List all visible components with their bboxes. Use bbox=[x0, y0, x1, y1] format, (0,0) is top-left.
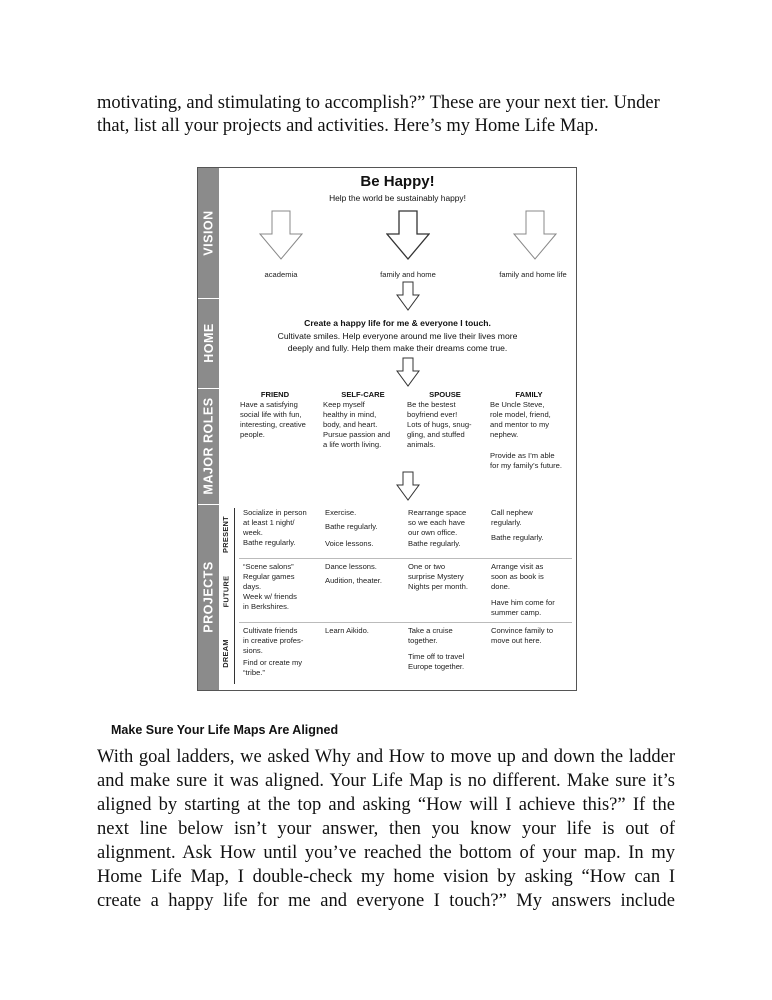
project-text-line: week. bbox=[243, 528, 263, 537]
project-sublabel bbox=[219, 508, 232, 560]
project-text-line: Call nephew bbox=[491, 508, 533, 517]
project-text-line: surprise Mystery bbox=[408, 572, 464, 581]
body-line: Home Life Map, I double-check my home vision by asking “How can I bbox=[97, 867, 675, 887]
project-text-line: move out here. bbox=[491, 636, 542, 645]
home-life-map-figure bbox=[197, 167, 577, 691]
intro-paragraph bbox=[97, 92, 677, 138]
project-text-line: regularly. bbox=[491, 518, 522, 527]
project-text-line: in creative profes- bbox=[243, 636, 304, 645]
project-text-line: days. bbox=[243, 582, 262, 591]
project-text-line: Europe together. bbox=[408, 662, 465, 671]
project-text-line: Take a cruise bbox=[408, 626, 453, 635]
body-line: aligned by starting at the top and asking “How will I achieve this?” If the bbox=[97, 795, 675, 815]
project-text-line: Find or create my bbox=[243, 658, 303, 667]
outline-down-arrow-icon bbox=[513, 210, 557, 260]
role-title: FRIEND bbox=[260, 390, 290, 399]
role-text-line: and mentor to my bbox=[490, 420, 550, 429]
project-sublabel-text: PRESENT bbox=[221, 515, 231, 553]
project-text-line: Have him come for bbox=[491, 598, 555, 607]
project-text-line: Bathe regularly. bbox=[491, 533, 544, 542]
outline-down-arrow-icon bbox=[396, 357, 420, 387]
project-text-line: Time off to travel bbox=[408, 652, 465, 661]
project-text-line: sions. bbox=[243, 646, 263, 655]
project-text-line: “tribe.” bbox=[243, 668, 265, 677]
home-title: Create a happy life for me & everyone I touch. bbox=[304, 318, 491, 328]
project-text-line: Convince family to bbox=[491, 626, 554, 635]
body-line: and make sure it was aligned. Your Life Map is no different. Make sure it’s bbox=[97, 771, 675, 791]
project-text-line: Audition, theater. bbox=[325, 576, 382, 585]
role-text-line: role model, friend, bbox=[490, 410, 551, 419]
home-text-line: deeply and fully. Help them make their dreams come true. bbox=[287, 343, 508, 353]
role-text-line: people. bbox=[240, 430, 265, 439]
role-text-line: Pursue passion and bbox=[323, 430, 391, 439]
project-text-line: summer camp. bbox=[491, 608, 542, 617]
project-text-line: Bathe regularly. bbox=[408, 539, 461, 548]
vision-item: family and home bbox=[380, 270, 436, 279]
project-sublabel-text: FUTURE bbox=[221, 575, 230, 607]
map-content bbox=[219, 168, 576, 690]
role-text-line: body, and heart. bbox=[323, 420, 378, 429]
role-text-line: Be Uncle Steve, bbox=[490, 400, 545, 409]
project-text-line: Week w/ friends bbox=[243, 592, 297, 601]
sidebar-band-major-roles bbox=[198, 388, 219, 504]
home-text-line: Cultivate smiles. Help everyone around me live their lives more bbox=[277, 331, 518, 341]
project-text-line: Exercise. bbox=[325, 508, 357, 517]
outline-down-arrow-icon bbox=[396, 281, 420, 311]
project-text-line: Voice lessons. bbox=[325, 539, 374, 548]
body-line: next line below isn’t your answer, then you know your life is out of bbox=[97, 819, 675, 839]
role-text-line: animals. bbox=[407, 440, 436, 449]
project-text-line: Nights per month. bbox=[408, 582, 468, 591]
project-text-line: soon as book is bbox=[491, 572, 544, 581]
project-text-line: so we each have bbox=[408, 518, 465, 527]
sidebar-label: MAJOR ROLES bbox=[201, 397, 216, 495]
outline-down-arrow-icon bbox=[386, 210, 430, 260]
map-title: Be Happy! bbox=[360, 173, 435, 190]
projects-row-divider bbox=[239, 558, 572, 559]
project-text-line: “Scene salons” bbox=[243, 562, 294, 571]
role-text-line: social life with fun, bbox=[240, 410, 302, 419]
role-title: SELF-CARE bbox=[341, 390, 385, 399]
body-paragraph bbox=[97, 745, 675, 913]
sidebar-band-vision bbox=[198, 168, 219, 298]
sidebar-band-projects bbox=[198, 504, 219, 690]
role-title: FAMILY bbox=[515, 390, 543, 399]
role-text-line: Provide as I’m able bbox=[490, 451, 555, 460]
vision-item: academia bbox=[264, 270, 298, 279]
role-text-line: nephew. bbox=[490, 430, 519, 439]
outline-down-arrow-icon bbox=[259, 210, 303, 260]
role-text-line: Have a satisfying bbox=[240, 400, 298, 409]
projects-divider bbox=[234, 508, 235, 684]
figure-caption: Make Sure Your Life Maps Are Aligned bbox=[111, 723, 339, 737]
intro-line: motivating, and stimulating to accomplish?” These are your next tier. Under bbox=[97, 93, 660, 113]
role-text-line: interesting, creative bbox=[240, 420, 306, 429]
sidebar-label: HOME bbox=[201, 323, 216, 363]
role-text-line: healthy in mind, bbox=[323, 410, 377, 419]
role-text-line: for my family’s future. bbox=[490, 461, 563, 470]
role-title: SPOUSE bbox=[429, 390, 461, 399]
project-sublabel-text: DREAM bbox=[221, 638, 231, 668]
project-text-line: One or two bbox=[408, 562, 446, 571]
vision-item: family and home life bbox=[499, 270, 567, 279]
project-text-line: at least 1 night/ bbox=[243, 518, 295, 527]
outline-down-arrow-icon bbox=[396, 471, 420, 501]
project-sublabel bbox=[219, 562, 232, 620]
sidebar-band-home bbox=[198, 298, 219, 388]
project-text-line: Dance lessons. bbox=[325, 562, 377, 571]
body-line: create a happy life for me and everyone I touch?” My answers include bbox=[97, 891, 675, 911]
role-text-line: gling, and stuffed bbox=[407, 430, 465, 439]
project-text-line: Rearrange space bbox=[408, 508, 467, 517]
role-text-line: Keep myself bbox=[323, 400, 365, 409]
project-text-line: in Berkshires. bbox=[243, 602, 290, 611]
project-text-line: Cultivate friends bbox=[243, 626, 298, 635]
map-subtitle: Help the world be sustainably happy! bbox=[329, 193, 466, 203]
body-line: With goal ladders, we asked Why and How to move up and down the ladder bbox=[97, 747, 675, 767]
project-text-line: Learn Aikido. bbox=[325, 626, 369, 635]
role-text-line: boyfriend ever! bbox=[407, 410, 458, 419]
role-text-line: Lots of hugs, snug- bbox=[407, 420, 472, 429]
project-text-line: our own office. bbox=[408, 528, 458, 537]
sidebar-label: PROJECTS bbox=[201, 561, 216, 633]
body-line: alignment. Ask How until you’ve reached the bottom of your map. In my bbox=[97, 843, 675, 863]
project-text-line: together. bbox=[408, 636, 438, 645]
map-sidebar bbox=[198, 168, 219, 690]
role-text-line: a life worth living. bbox=[323, 440, 382, 449]
project-text-line: Socialize in person bbox=[243, 508, 307, 517]
role-text-line: Be the bestest bbox=[407, 400, 456, 409]
projects-row-divider bbox=[239, 622, 572, 623]
project-text-line: Bathe regularly. bbox=[243, 538, 296, 547]
project-text-line: done. bbox=[491, 582, 511, 591]
project-text-line: Arrange visit as bbox=[491, 562, 544, 571]
project-text-line: Bathe regularly. bbox=[325, 522, 378, 531]
project-text-line: Regular games bbox=[243, 572, 295, 581]
intro-line: that, list all your projects and activities. Here’s my Home Life Map. bbox=[97, 116, 599, 136]
sidebar-label: VISION bbox=[201, 210, 216, 256]
project-sublabel bbox=[219, 624, 232, 682]
